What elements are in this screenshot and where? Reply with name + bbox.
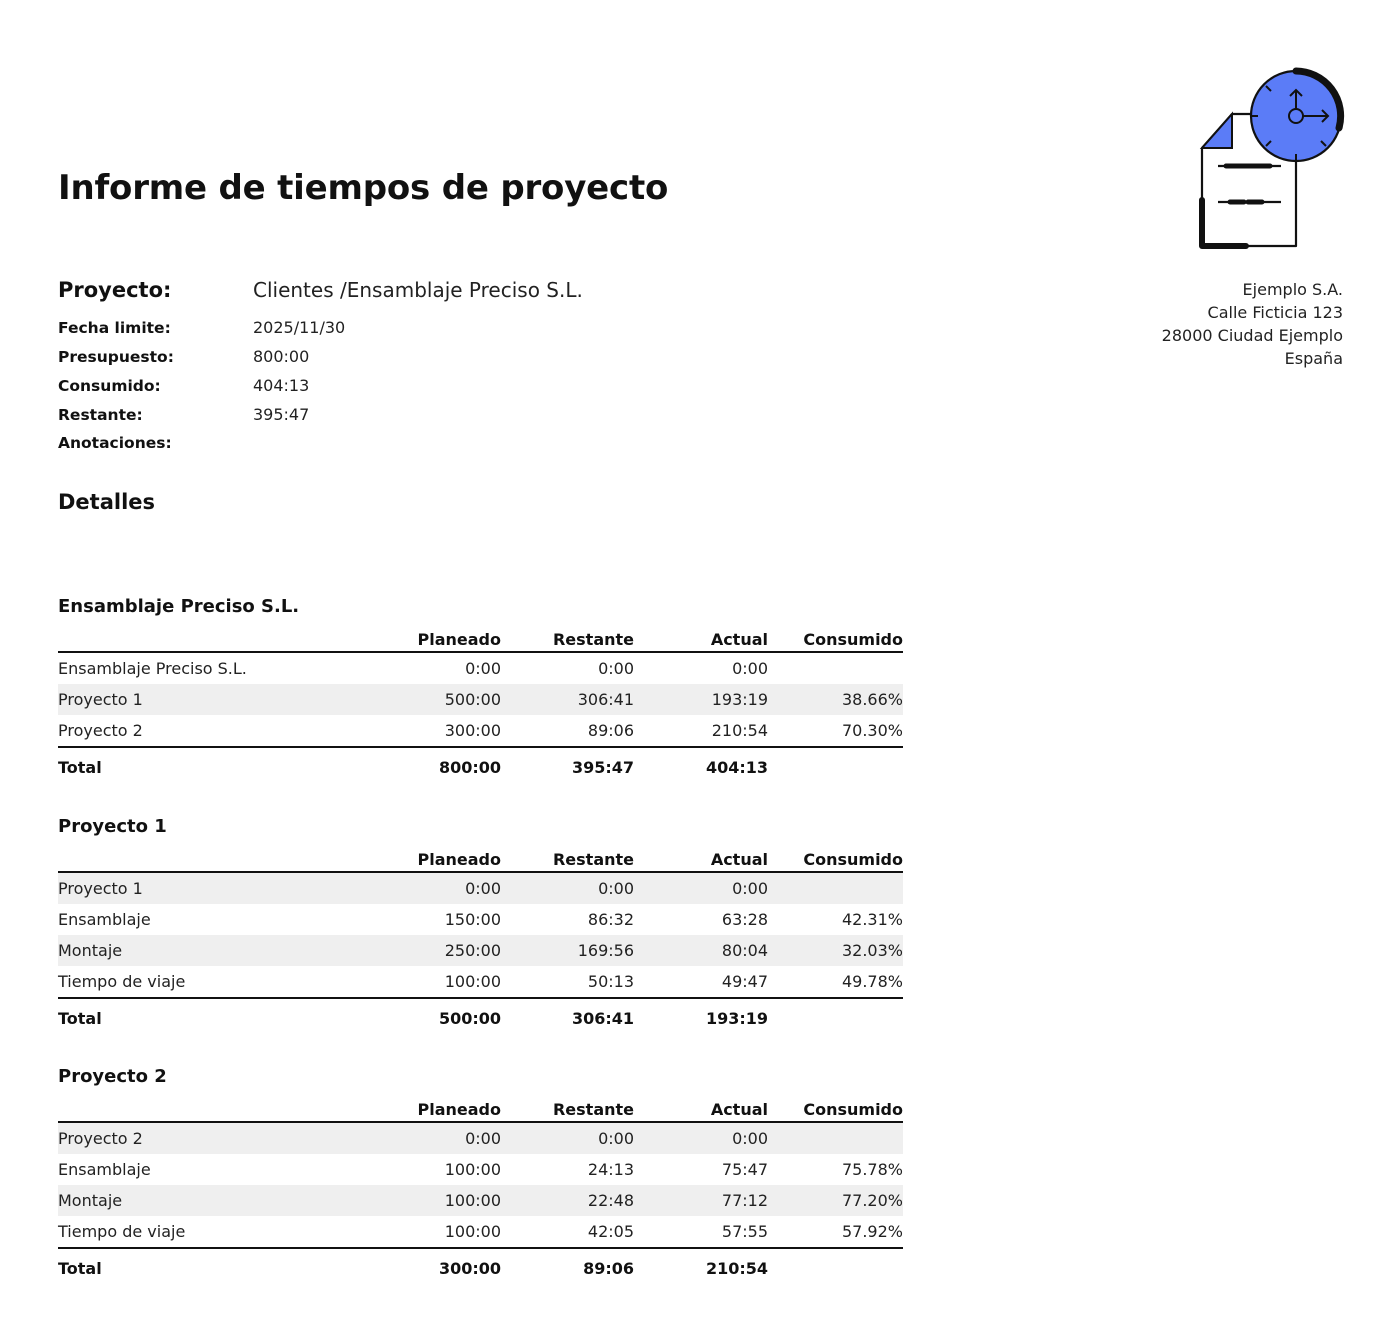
column-header-planned: Planeado (343, 622, 501, 652)
table-row (58, 935, 903, 966)
cell-planned: 0:00 (465, 659, 501, 678)
cell-consumed: 42.31% (841, 910, 903, 929)
column-header-actual: Actual (634, 1092, 768, 1122)
cell-actual: 80:04 (634, 935, 768, 966)
cell-actual: 75:47 (721, 1160, 768, 1179)
details-heading: Detalles (58, 490, 156, 514)
total-consumed (768, 998, 903, 1035)
cell-remaining: 42:05 (587, 1222, 634, 1241)
cell-planned: 500:00 (343, 684, 501, 715)
remaining-value: 395:47 (253, 405, 310, 424)
cell-planned: 250:00 (343, 935, 501, 966)
cell-remaining: 0:00 (501, 1122, 634, 1154)
total-remaining: 306:41 (501, 998, 634, 1035)
column-header-remaining: Restante (501, 622, 634, 652)
cell-planned: 0:00 (343, 1122, 501, 1154)
cell-consumed: 49.78% (841, 972, 903, 991)
cell-remaining: 24:13 (587, 1160, 634, 1179)
cell-name: Proyecto 1 (58, 684, 343, 715)
total-actual: 210:54 (634, 1248, 768, 1285)
info-row-deadline (58, 318, 583, 347)
cell-consumed: 57.92% (841, 1222, 903, 1241)
cell-name: Proyecto 1 (58, 872, 343, 904)
total-consumed (768, 1248, 903, 1285)
section-proyecto-2 (58, 1062, 903, 1285)
info-row-notes (58, 434, 583, 463)
column-header-planned: Planeado (343, 1092, 501, 1122)
project-value: Clientes /Ensamblaje Preciso S.L. (253, 278, 583, 302)
table-row (58, 872, 903, 904)
section-proyecto-1 (58, 812, 903, 1035)
cell-consumed: 32.03% (768, 935, 903, 966)
cell-consumed (768, 652, 903, 684)
total-planned: 500:00 (343, 998, 501, 1035)
cell-name: Ensamblaje (58, 910, 151, 929)
document-clock-icon (1196, 66, 1348, 252)
info-row-budget (58, 347, 583, 376)
column-header-remaining: Restante (501, 1092, 634, 1122)
cell-planned: 100:00 (444, 1222, 501, 1241)
cell-planned: 300:00 (444, 721, 501, 740)
project-label: Proyecto: (58, 278, 172, 302)
table-row (58, 904, 903, 935)
cell-remaining: 50:13 (587, 972, 634, 991)
table-row (58, 684, 903, 715)
cell-remaining: 0:00 (598, 659, 634, 678)
cell-remaining: 86:32 (587, 910, 634, 929)
table-total-row (58, 1248, 903, 1285)
table-header-row (58, 1092, 903, 1122)
hours-table (58, 1092, 903, 1285)
cell-planned: 150:00 (444, 910, 501, 929)
cell-name: Proyecto 2 (58, 721, 143, 740)
info-row-consumed (58, 376, 583, 405)
cell-consumed: 70.30% (841, 721, 903, 740)
budget-label: Presupuesto: (58, 348, 174, 366)
cell-actual: 77:12 (634, 1185, 768, 1216)
total-remaining: 395:47 (501, 747, 634, 784)
consumed-label: Consumido: (58, 377, 161, 395)
cell-actual: 193:19 (634, 684, 768, 715)
table-row (58, 715, 903, 747)
section-title: Proyecto 1 (58, 816, 167, 837)
column-header-actual: Actual (634, 842, 768, 872)
notes-label: Anotaciones: (58, 434, 172, 452)
consumed-value: 404:13 (253, 376, 310, 395)
column-header-planned: Planeado (343, 842, 501, 872)
cell-planned: 100:00 (444, 1160, 501, 1179)
column-header-name (58, 622, 343, 652)
cell-name: Ensamblaje (58, 1160, 151, 1179)
column-header-name (58, 1092, 343, 1122)
cell-actual: 63:28 (721, 910, 768, 929)
table-total-row (58, 998, 903, 1035)
cell-name: Ensamblaje Preciso S.L. (58, 659, 247, 678)
cell-actual: 57:55 (721, 1222, 768, 1241)
cell-actual: 210:54 (711, 721, 768, 740)
column-header-consumed: Consumido (768, 842, 903, 872)
report-title: Informe de tiempos de proyecto (58, 168, 669, 208)
column-header-name (58, 842, 343, 872)
table-row (58, 1216, 903, 1248)
cell-consumed: 75.78% (841, 1160, 903, 1179)
company-name: Ejemplo S.A. (1242, 280, 1343, 299)
table-row (58, 1122, 903, 1154)
section-ensamblaje-preciso (58, 592, 903, 784)
cell-actual: 0:00 (634, 1122, 768, 1154)
cell-name: Proyecto 2 (58, 1122, 343, 1154)
total-consumed (768, 747, 903, 784)
column-header-consumed: Consumido (768, 622, 903, 652)
section-title: Ensamblaje Preciso S.L. (58, 596, 300, 617)
total-actual: 193:19 (634, 998, 768, 1035)
remaining-label: Restante: (58, 406, 143, 424)
total-label: Total (58, 998, 343, 1035)
cell-consumed (768, 1122, 903, 1154)
total-actual: 404:13 (634, 747, 768, 784)
table-row (58, 1154, 903, 1185)
cell-remaining: 22:48 (501, 1185, 634, 1216)
column-header-remaining: Restante (501, 842, 634, 872)
column-header-consumed: Consumido (768, 1092, 903, 1122)
cell-planned: 0:00 (343, 872, 501, 904)
cell-planned: 100:00 (343, 1185, 501, 1216)
company-street: Calle Ficticia 123 (1207, 303, 1343, 322)
cell-consumed (768, 872, 903, 904)
cell-actual: 49:47 (721, 972, 768, 991)
table-header-row (58, 842, 903, 872)
cell-remaining: 306:41 (501, 684, 634, 715)
total-remaining: 89:06 (501, 1248, 634, 1285)
company-address (1162, 278, 1343, 370)
cell-actual: 0:00 (634, 872, 768, 904)
cell-name: Tiempo de viaje (58, 972, 186, 991)
cell-name: Montaje (58, 1185, 343, 1216)
hours-table (58, 842, 903, 1035)
cell-name: Montaje (58, 935, 343, 966)
budget-value: 800:00 (253, 347, 310, 366)
total-label: Total (58, 1248, 343, 1285)
hours-table (58, 622, 903, 784)
cell-planned: 100:00 (444, 972, 501, 991)
table-row (58, 1185, 903, 1216)
deadline-value: 2025/11/30 (253, 318, 346, 337)
cell-actual: 0:00 (732, 659, 768, 678)
total-planned: 300:00 (343, 1248, 501, 1285)
deadline-label: Fecha limite: (58, 319, 171, 337)
info-row-project (58, 278, 583, 318)
cell-consumed: 77.20% (768, 1185, 903, 1216)
total-planned: 800:00 (343, 747, 501, 784)
table-header-row (58, 622, 903, 652)
total-label: Total (58, 747, 343, 784)
info-row-remaining (58, 405, 583, 434)
cell-remaining: 89:06 (587, 721, 634, 740)
table-row (58, 652, 903, 684)
column-header-actual: Actual (634, 622, 768, 652)
section-title: Proyecto 2 (58, 1066, 167, 1087)
table-total-row (58, 747, 903, 784)
company-city: 28000 Ciudad Ejemplo (1161, 326, 1343, 345)
cell-consumed: 38.66% (768, 684, 903, 715)
company-country: España (1284, 349, 1343, 368)
project-info (58, 278, 583, 463)
cell-name: Tiempo de viaje (58, 1222, 186, 1241)
table-row (58, 966, 903, 998)
cell-remaining: 169:56 (501, 935, 634, 966)
cell-remaining: 0:00 (501, 872, 634, 904)
